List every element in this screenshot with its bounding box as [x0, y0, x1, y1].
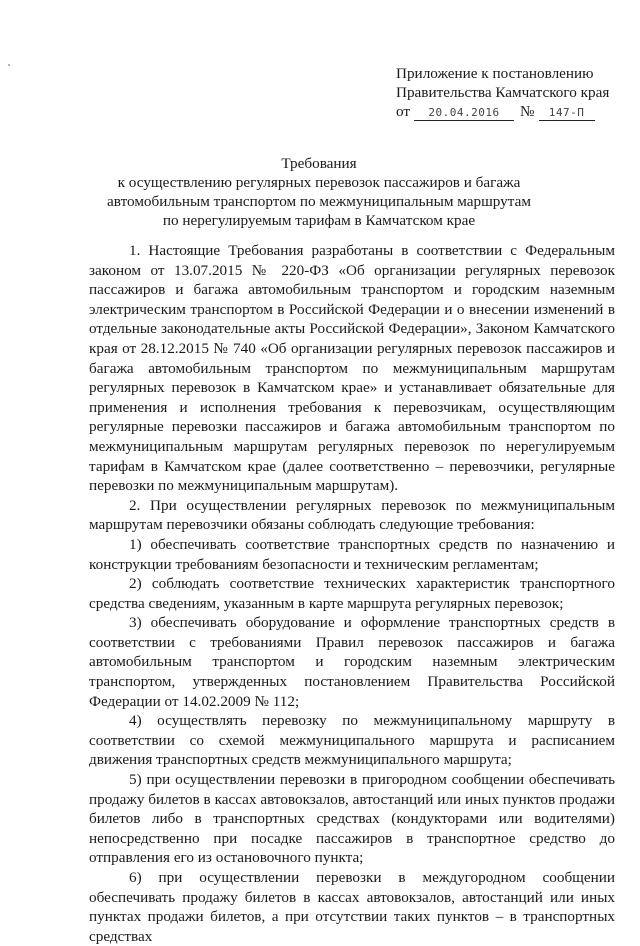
document-number: 147-П	[539, 106, 595, 121]
from-label: от	[396, 103, 411, 120]
document-body	[89, 241, 615, 946]
title-line-2: к осуществлению регулярных перевозок пассажиров и багажа	[117, 174, 521, 191]
number-label: №	[520, 103, 535, 120]
document-date: 20.04.2016	[414, 106, 514, 121]
paragraph: 6) при осуществлении перевозки в междугородном сообщении обеспечивать продажу билетов в кассах автовокзалов, автостанций или иных пунктах продажи билетов, а при отсутствии таких пунктов – в транспортных средствах	[89, 869, 615, 945]
paragraph: 4) осуществлять перевозку по межмуниципальному маршруту в соответствии со схемой межмуниципального маршрута и расписанием движения транспортных средств межмуниципального маршрута;	[89, 712, 615, 769]
paragraph: 2) соблюдать соответствие технических характеристик транспортного средства сведениям, указанным в карте маршрута регулярных перевозок;	[89, 575, 615, 612]
scan-speck	[8, 64, 10, 66]
title-word: Требования	[281, 155, 357, 172]
paragraph: 1) обеспечивать соответствие транспортных средств по назначению и конструкции требованиям безопасности и техническим регламентам;	[89, 535, 615, 573]
attachment-reference	[396, 102, 616, 121]
title-line-3: автомобильным транспортом по межмуниципальным маршрутам	[107, 193, 531, 210]
paragraph: 3) обеспечивать оборудование и оформление транспортных средств в соответствии с требованиями Правил перевозок пассажиров и багажа автомобильным транспортом и городским наземным электрическим транспортом, утвержденных постановлением Правительства Российской Федерации от 14.02.2009 № 112;	[89, 614, 615, 710]
attachment-line-1: Приложение к постановлению	[396, 65, 594, 82]
attachment-header	[396, 64, 616, 121]
paragraph: 1. Настоящие Требования разработаны в соответствии с Федеральным законом от 13.07.2015 № 220-ФЗ «Об организации регулярных перевозок пассажиров и багажа автомобильным транспортом и городским наземным электрическим транспортом в Российской Федерации и о внесении изменений в отдельные законодательные акты Российской Федерации», Законом Камчатского края от 28.12.2015 № 740 «Об организации регулярных перевозок пассажиров и багажа автомобильным транспортом по межмуниципальным маршрутам регулярных перевозок в Камчатском крае» и устанавливает обязательные для применения и исполнения требования к перевозчикам, осуществляющим регулярные перевозки пассажиров и багажа автомобильным транспортом по межмуниципальным маршрутам регулярных перевозок по нерегулируемым тарифам в Камчатском крае (далее соответственно – перевозчики, регулярные перевозки по межмуниципальным маршрутам).	[89, 242, 615, 495]
attachment-line-2: Правительства Камчатского края	[396, 84, 610, 101]
document-title	[88, 154, 550, 230]
title-line-4: по нерегулируемым тарифам в Камчатском крае	[162, 212, 476, 229]
paragraph: 5) при осуществлении перевозки в пригородном сообщении обеспечивать продажу билетов в кассах автовокзалов, автостанций или иных пунктов продажи билетов либо в транспортных средствах (кондукторами или водителями) непосредственно при посадке пассажиров в транспортное средство до отправления его из остановочного пункта;	[89, 771, 615, 867]
paragraph: 2. При осуществлении регулярных перевозок по межмуниципальным маршрутам перевозчики обязаны соблюдать следующие требования:	[89, 496, 615, 534]
